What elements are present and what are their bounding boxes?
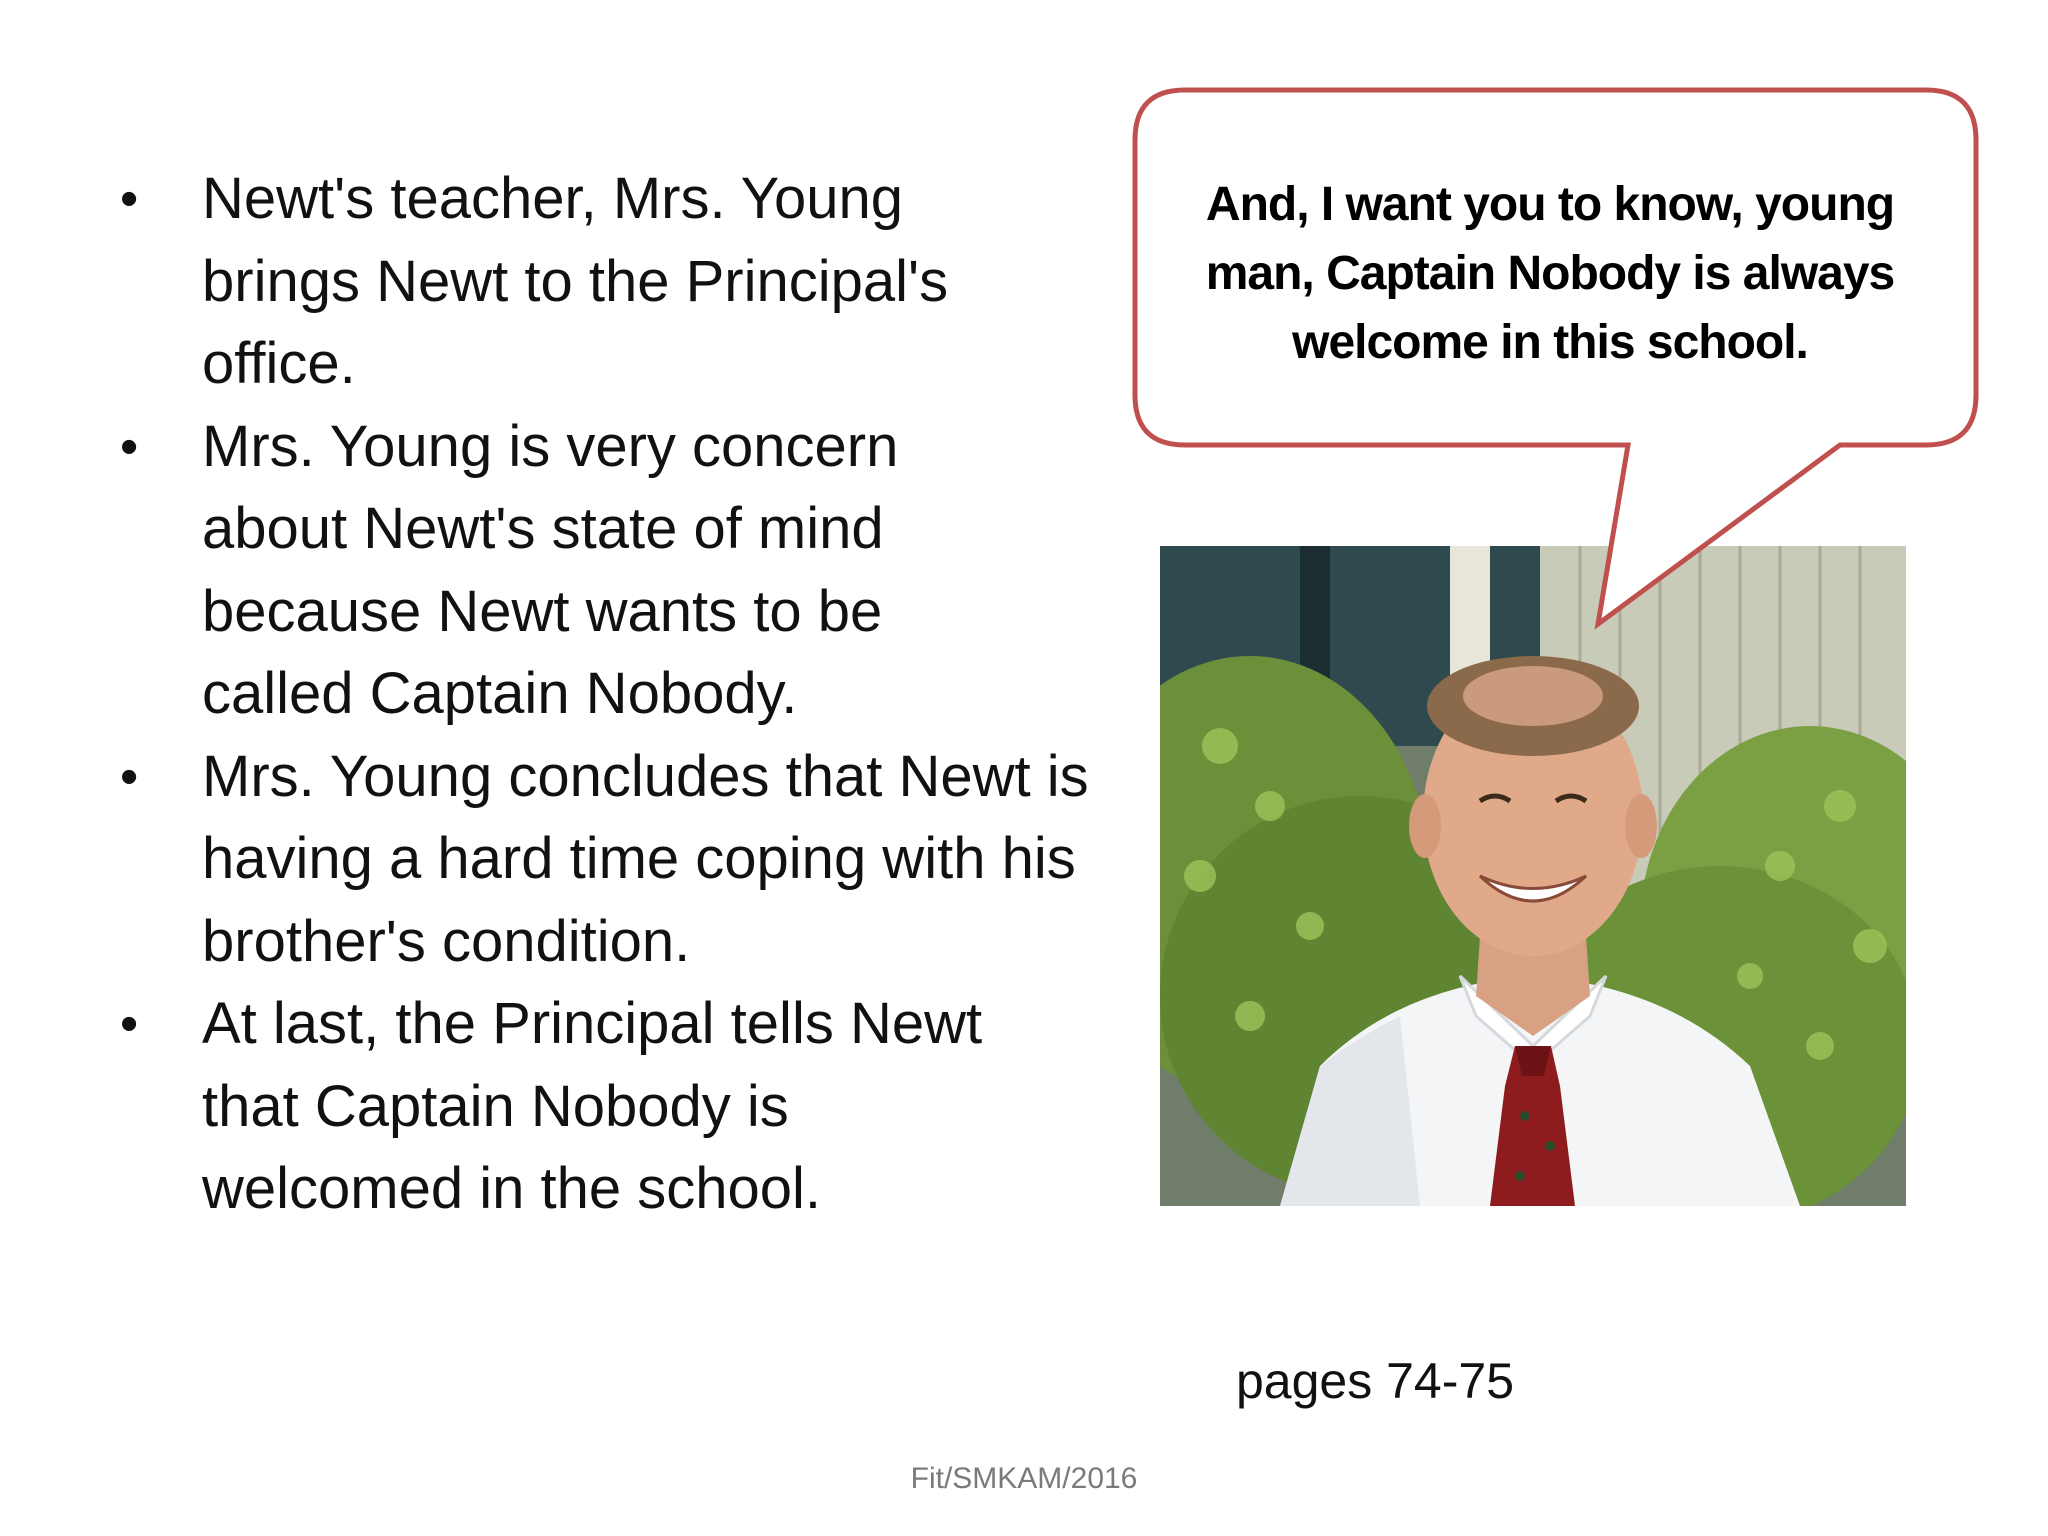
bullet-text: Newt's teacher, Mrs. Young brings Newt to the Principal's office. [202,166,949,396]
speech-bubble-line: man, Captain Nobody is always [1205,247,1895,300]
footer-credit: Fit/SMKAM/2016 [910,1462,1138,1495]
speech-bubble-text [1150,170,1950,377]
bullet-icon: • [120,417,139,476]
speech-bubble-line: welcome in this school. [1292,316,1808,369]
bullet-icon: • [120,747,139,806]
bullet-text: Mrs. Young is very concern about Newt's state of mind because Newt wants to be called Captain Nobody. [202,413,899,726]
bullet-icon: • [120,995,139,1053]
speech-bubble-line: And, I want you to know, young [1205,178,1895,231]
bullet-icon: • [120,170,139,228]
bullet-text: Mrs. Young concludes that Newt is having a hard time coping with his brother's condition. [202,743,1089,974]
bullet-text: At last, the Principal tells Newt that Captain Nobody is welcomed in the school. [202,991,983,1221]
pages-label: pages 74-75 [1236,1353,1515,1409]
